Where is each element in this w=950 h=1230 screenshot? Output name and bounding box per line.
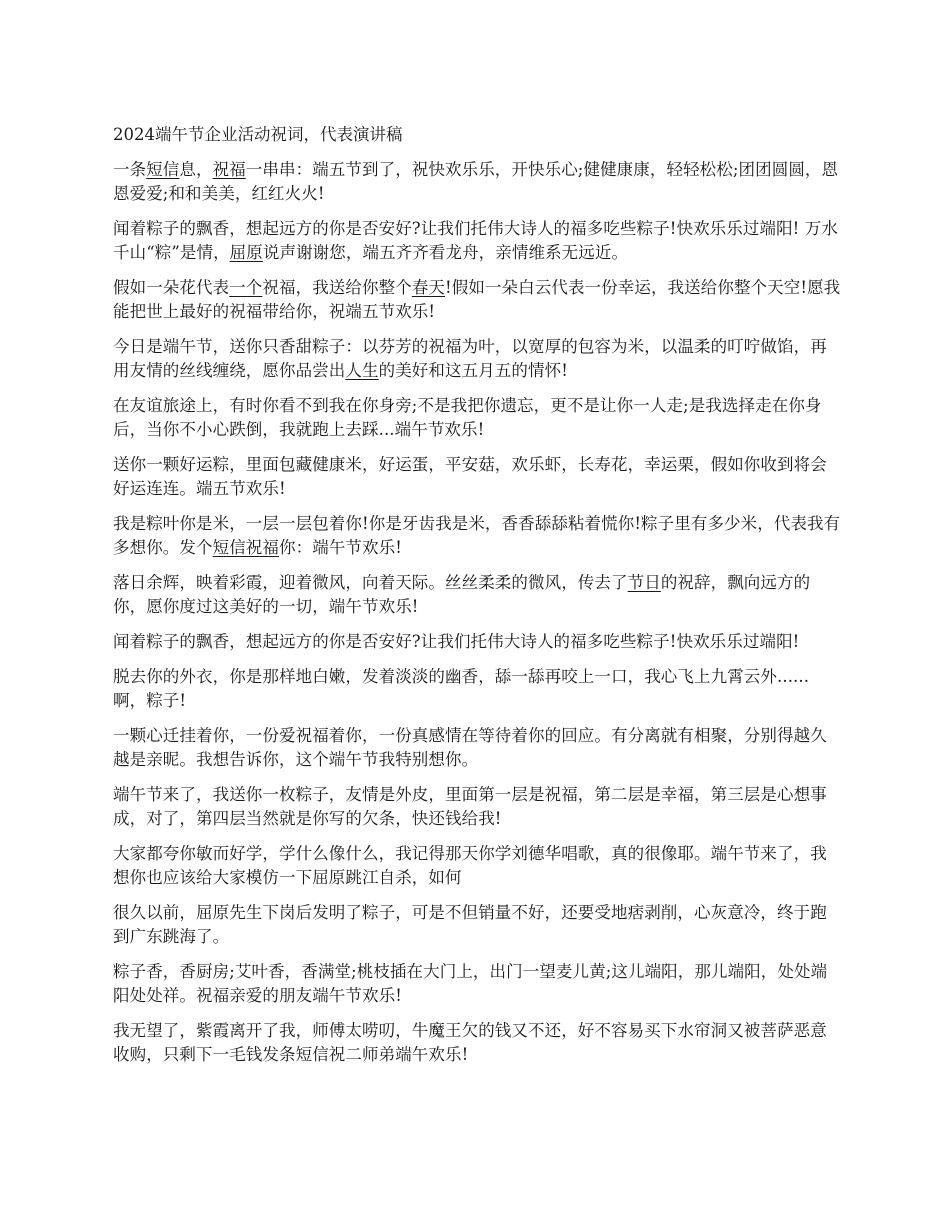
inline-link[interactable]: 节日	[627, 573, 661, 592]
inline-link[interactable]: 春天	[411, 278, 446, 297]
paragraph-text: 祝福，我送给你整个	[262, 278, 412, 297]
paragraph-text: 粽子香，香厨房;艾叶香，香满堂;桃枝插在大门上，出门一望麦儿黄;这儿端阳，那儿端阳，处处端阳处处祥。祝福亲爱的朋友端午节欢乐!	[113, 962, 828, 1005]
paragraph	[113, 158, 841, 206]
inline-link[interactable]: 一个	[229, 278, 263, 297]
inline-link[interactable]: 祝福	[212, 160, 246, 179]
document-body	[113, 158, 841, 1067]
paragraph-text: !假如一朵白云代表一份幸运，我送给你整个天空!愿我能把世上最好的祝福带给你，祝端五节欢乐!	[113, 278, 841, 321]
paragraph	[113, 842, 841, 890]
paragraph-text: 假如一朵花代表	[113, 278, 230, 297]
paragraph	[113, 394, 841, 442]
paragraph-text: 闻着粽子的飘香，想起远方的你是否安好?让我们托伟大诗人的福多吃些粽子!快欢乐乐过端阳!	[113, 632, 800, 651]
paragraph-text: 端午节来了，我送你一枚粽子，友情是外皮，里面第一层是祝福，第二层是幸福，第三层是心想事成，对了，第四层当然就是你写的欠条，快还钱给我!	[113, 785, 827, 828]
paragraph-text: 今日是端午节，送你只香甜粽子：以芬芳的祝福为叶，以宽厚的包容为米，以温柔的叮咛做馅，再用友情的丝线缠绕，愿你品尝出	[113, 337, 827, 380]
paragraph-text: 一条	[113, 160, 147, 179]
paragraph-text: 大家都夸你敏而好学，学什么像什么，我记得那天你学刘德华唱歌，真的很像耶。端午节来了，我想你也应该给大家模仿一下屈原跳江自杀，如何	[113, 844, 827, 887]
paragraph-text: 闻着粽子的飘香，想起远方的你是否安好?让我们托伟大诗人的福多吃些粽子!快欢乐乐过端阳! 万水千山“粽”是情，	[113, 219, 838, 262]
paragraph-text: 我无望了，紫霞离开了我，师傅太唠叨，牛魔王欠的钱又不还，好不容易买下水帘洞又被菩萨恶意收购，只剩下一毛钱发条短信祝二师弟端午欢乐!	[113, 1021, 827, 1064]
paragraph-text: 你：端午节欢乐!	[279, 538, 402, 557]
paragraph	[113, 335, 841, 383]
paragraph	[113, 783, 841, 831]
paragraph	[113, 571, 841, 619]
paragraph-text: 在友谊旅途上，有时你看不到我在你身旁;不是我把你遗忘，更不是让你一人走;是我选择走在你身后，当你不小心跌倒，我就跑上去踩...端午节欢乐!	[113, 396, 822, 439]
paragraph	[113, 724, 841, 772]
paragraph	[113, 217, 841, 265]
inline-link[interactable]: 短信祝福	[212, 538, 280, 557]
paragraph-text: 脱去你的外衣，你是那样地白嫩，发着淡淡的幽香，舔一舔再咬上一口，我心飞上九霄云外......啊，粽子!	[113, 667, 810, 710]
paragraph	[113, 630, 841, 654]
paragraph	[113, 901, 841, 949]
paragraph	[113, 453, 841, 501]
paragraph-text: 很久以前，屈原先生下岗后发明了粽子，可是不但销量不好，还要受地痞剥削，心灰意冷，终于跑到广东跳海了。	[113, 903, 827, 946]
inline-link[interactable]: 短信	[146, 160, 180, 179]
inline-link[interactable]: 屈原	[229, 243, 263, 262]
paragraph-text: 一串串：端五节到了，祝快欢乐乐，开快乐心;健健康康，轻轻松松;团团圆圆，恩恩爱爱;和和美美，红红火火!	[113, 160, 839, 203]
paragraph	[113, 512, 841, 560]
paragraph	[113, 665, 841, 713]
paragraph-text: 的美好和这五月五的情怀!	[378, 361, 568, 380]
document-title: 2024端午节企业活动祝词，代表演讲稿	[113, 125, 403, 144]
document-page	[113, 122, 841, 1078]
paragraph-text: 的祝辞，飘向远方的你，愿你度过这美好的一切，端午节欢乐!	[113, 573, 811, 616]
paragraph-text: 说声谢谢您，端五齐齐看龙舟，亲情维系无远近。	[262, 243, 629, 262]
paragraph-text: 我是粽叶你是米，一层一层包着你!你是牙齿我是米，香香舔舔粘着慌你!粽子里有多少米，代表我有多想你。发个	[113, 514, 841, 557]
paragraph-text: 一颗心迁挂着你，一份爱祝福着你，一份真感情在等待着你的回应。有分离就有相聚，分别得越久越是亲昵。我想告诉你，这个端午节我特别想你。	[113, 726, 827, 769]
paragraph	[113, 960, 841, 1008]
paragraph	[113, 1019, 841, 1067]
paragraph-text: 息，	[179, 160, 213, 179]
paragraph-text: 落日余辉，映着彩霞，迎着微风，向着天际。丝丝柔柔的微风，传去了	[113, 573, 628, 592]
paragraph	[113, 276, 841, 324]
inline-link[interactable]: 人生	[345, 361, 379, 380]
paragraph-text: 送你一颗好运粽，里面包藏健康米，好运蛋，平安菇，欢乐虾，长寿花，幸运栗，假如你收到将会好运连连。端五节欢乐!	[113, 455, 827, 498]
